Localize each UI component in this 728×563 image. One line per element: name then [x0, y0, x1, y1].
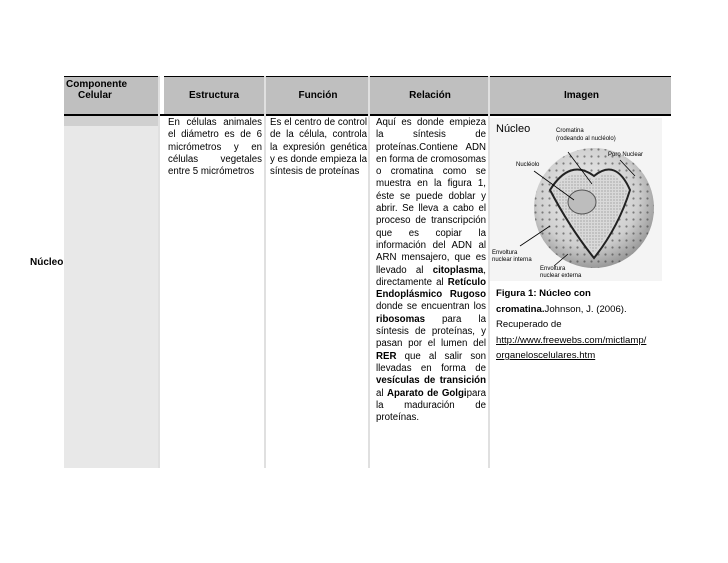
source-link[interactable]: http://www.freewebs.com/mictlamp/ [496, 334, 647, 346]
label-cromatina-sub: (rodeando al nucléolo) [556, 136, 616, 142]
column-divider [158, 76, 160, 468]
label-env-interna-sub: nuclear interna [492, 257, 532, 263]
caption-author: Johnson, J. (2006). [544, 303, 627, 315]
figure-title: Núcleo [496, 123, 531, 135]
componente-cell-bg [64, 116, 158, 468]
relacion-cell [376, 117, 486, 424]
label-poro: Poro Nuclear [608, 152, 644, 158]
term-golgi: Aparato de Golgi [387, 387, 467, 399]
header-relacion: Relación [409, 90, 451, 101]
header-componente-line1: Componente [66, 79, 128, 90]
caption-title: Figura 1: Núcleo con cromatina. [496, 288, 591, 315]
column-divider [368, 76, 370, 468]
figure-caption [496, 286, 666, 364]
header-imagen: Imagen [563, 90, 599, 101]
componente-nucleo: Núcleo [30, 257, 64, 268]
header-componente [66, 79, 152, 101]
header-funcion: Función [298, 90, 338, 101]
label-env-interna: Envoltura [492, 250, 518, 256]
term-ribosomas: ribosomas [376, 313, 425, 325]
relacion-text: para la síntesis de proteínas, y pasan por el lumen del [376, 313, 486, 350]
relacion-text: que al salir son llevadas en forma de [376, 350, 486, 374]
term-vesiculas: vesículas de transición [376, 375, 486, 387]
relacion-text: al [376, 387, 388, 399]
label-env-externa: Envoltura [540, 266, 566, 272]
label-cromatina: Cromatina [556, 128, 584, 134]
label-env-externa-sub: nuclear externa [540, 273, 582, 279]
label-nucleolo: Nucléolo [516, 162, 540, 168]
componente-cell-band [64, 116, 158, 126]
header-componente-line2: Celular [78, 90, 112, 101]
relacion-text: Aquí es donde empieza la síntesis de proteínas.Contiene ADN en forma de cromosomas o cromatina como se muestra en la figura 1, éste se puede doblar y abrir. Se lleva a cabo el proceso de transcripción que es copiar la información del ADN al ARN mensajero, que es llevado al [376, 117, 486, 276]
relacion-text: donde se encuentran los [376, 301, 486, 313]
nucleolus [568, 190, 596, 214]
source-link-cont[interactable]: organeloscelulares.htm [496, 350, 596, 361]
relacion-text: para la maduración de proteínas. [376, 387, 487, 424]
header-estructura: Estructura [188, 90, 239, 101]
funcion-cell: Es el centro de control de la célula, controla la expresión genética y es donde empieza la síntesis de proteínas [270, 117, 367, 178]
estructura-cell: En células animales el diámetro es de 6 micrómetros y en células vegetales entre 5 micrómetros [168, 117, 262, 178]
term-reticulo: Retículo Endoplásmico Rugoso [376, 276, 486, 301]
nucleus-figure [490, 118, 662, 281]
term-citoplasma: citoplasma [432, 264, 484, 276]
term-rer: RER [376, 350, 397, 362]
caption-recuperado: Recuperado de [496, 319, 562, 330]
relacion-text: , directamente al [376, 264, 486, 288]
column-divider [264, 76, 266, 468]
